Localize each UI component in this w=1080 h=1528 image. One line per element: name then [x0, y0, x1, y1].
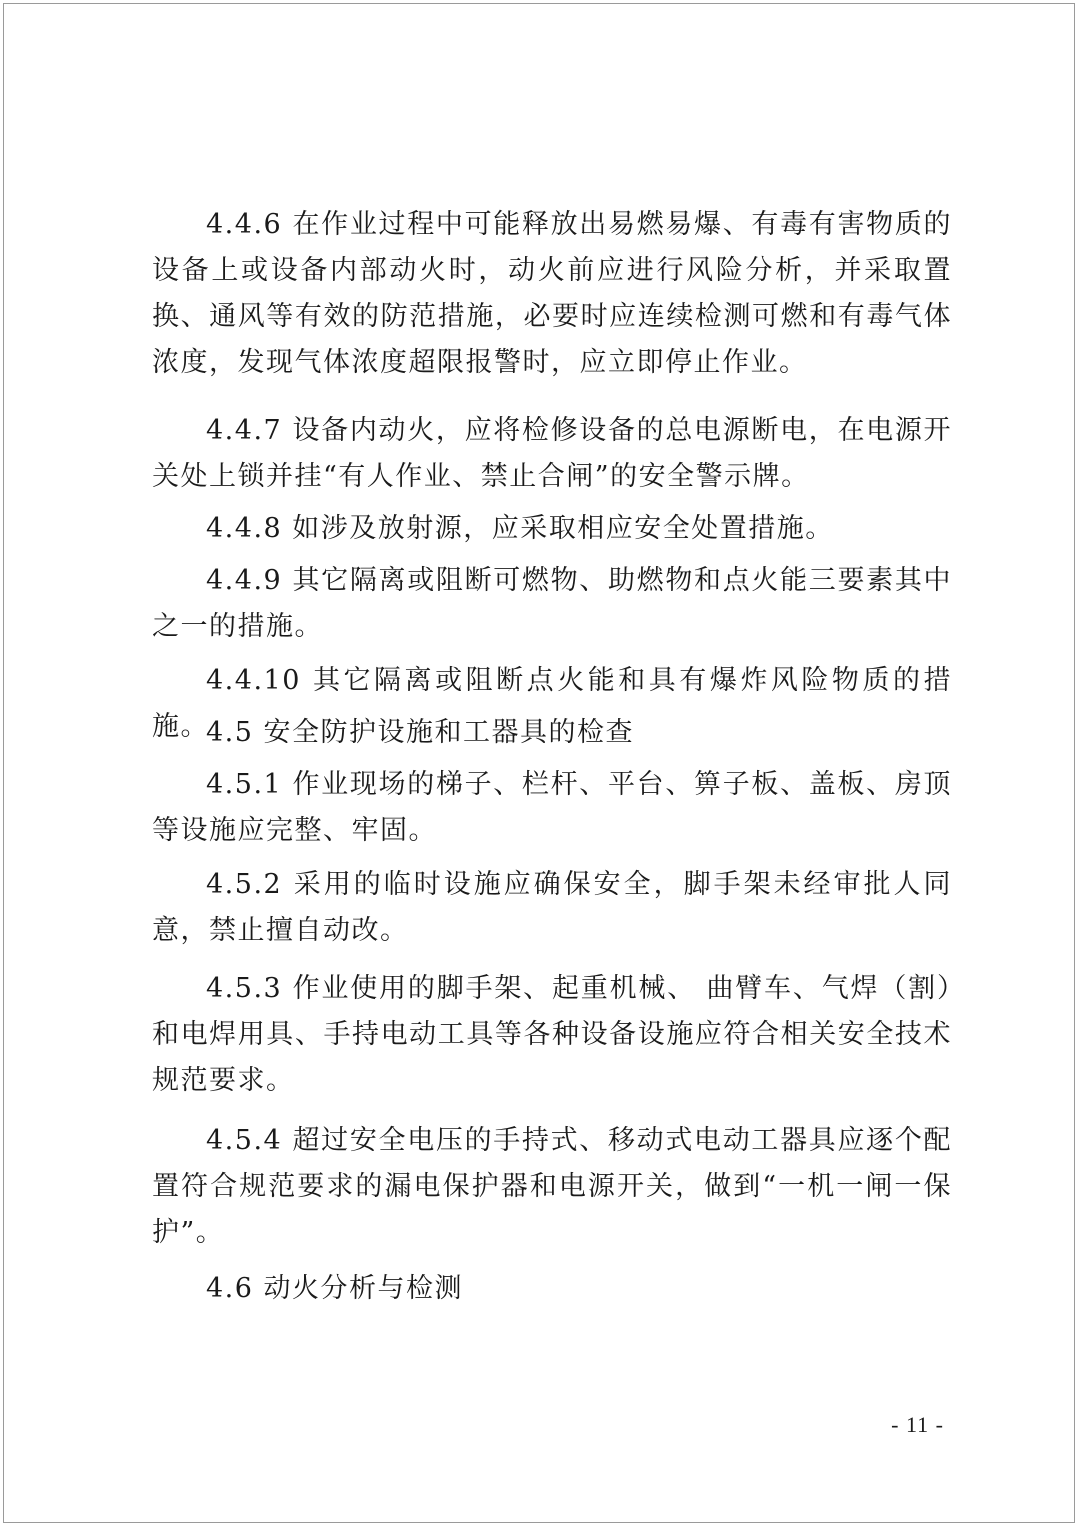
document-page: [3, 3, 1075, 1523]
section-heading-4-5: 4.5 安全防护设施和工器具的检查: [206, 717, 635, 748]
page-number: - 11 -: [891, 1412, 944, 1437]
section-heading-4-6: 4.6 动火分析与检测: [206, 1273, 464, 1304]
paragraph-4-4-7: 4.4.7 设备内动火，应将检修设备的总电源断电，在电源开关处上锁并挂“有人作业、禁止合闸”的安全警示牌。: [152, 415, 952, 492]
paragraph-4-5-4: 4.5.4 超过安全电压的手持式、移动式电动工器具应逐个配置符合规范要求的漏电保护器和电源开关，做到“一机一闸一保护”。: [152, 1125, 952, 1248]
paragraph-4-4-10: 4.4.10 其它隔离或阻断点火能和具有爆炸风险物质的措施。: [152, 665, 952, 742]
paragraph-4-5-1: 4.5.1 作业现场的梯子、栏杆、平台、箅子板、盖板、房顶等设施应完整、牢固。: [152, 769, 952, 846]
paragraph-4-4-6: 4.4.6 在作业过程中可能释放出易燃易爆、有毒有害物质的设备上或设备内部动火时，动火前应进行风险分析，并采取置换、通风等有效的防范措施，必要时应连续检测可燃和有毒气体浓度，发现气体浓度超限报警时，应立即停止作业。: [152, 209, 952, 378]
paragraph-4-4-8: 4.4.8 如涉及放射源，应采取相应安全处置措施。: [206, 513, 834, 544]
paragraph-4-5-3: 4.5.3 作业使用的脚手架、起重机械、 曲臂车、气焊（割）和电焊用具、手持电动工具等各种设备设施应符合相关安全技术规范要求。: [152, 973, 952, 1096]
paragraph-4-5-2: 4.5.2 采用的临时设施应确保安全，脚手架未经审批人同意，禁止擅自动改。: [152, 869, 952, 946]
paragraph-4-4-9: 4.4.9 其它隔离或阻断可燃物、助燃物和点火能三要素其中之一的措施。: [152, 565, 952, 642]
